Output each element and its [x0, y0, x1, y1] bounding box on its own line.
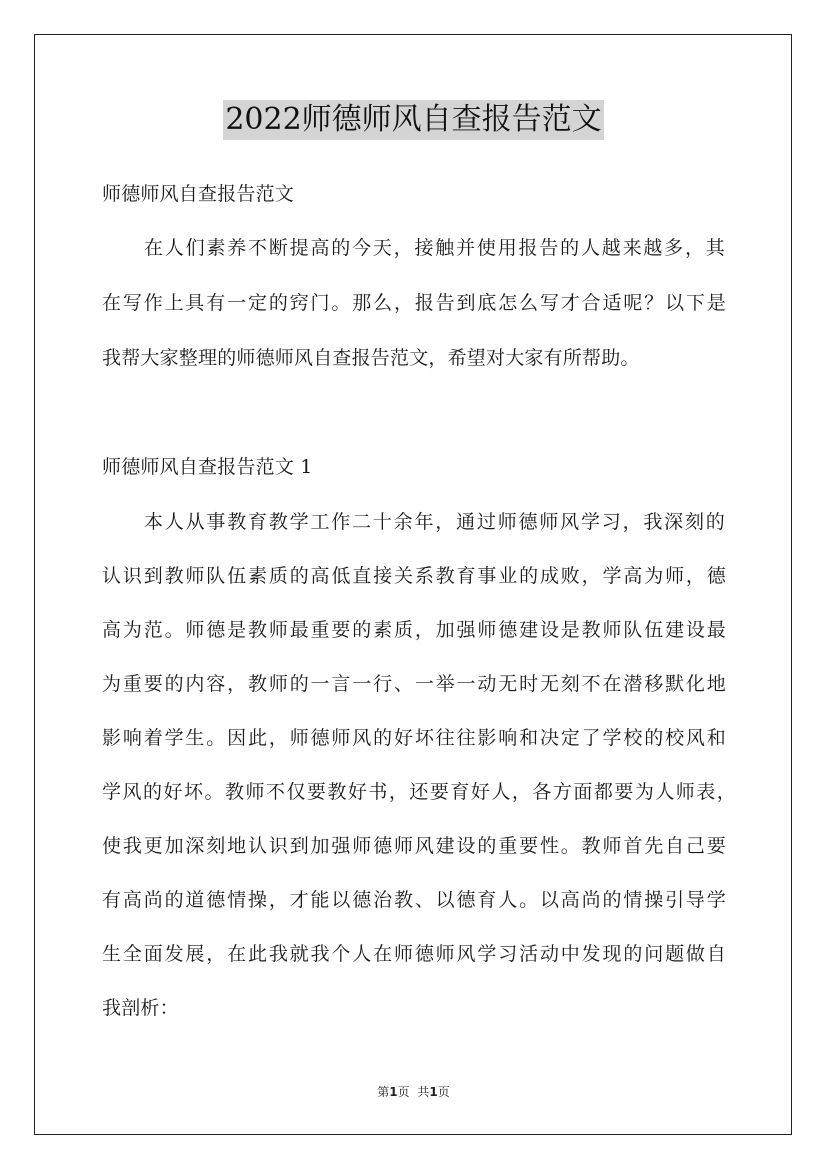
footer-page-number: 1	[389, 1085, 398, 1099]
body-line-10: 我剖析：	[102, 997, 179, 1019]
body-line-2: 认识到教师队伍素质的高低直接关系教育事业的成败，学高为师，德	[102, 565, 726, 587]
body-line-1: 本人从事教育教学工作二十余年，通过师德师风学习，我深刻的	[144, 511, 725, 533]
body-line-8: 有高尚的道德情操，才能以德治教、以德育人。以高尚的情操引导学	[102, 889, 726, 911]
body-line-3: 高为范。师德是教师最重要的素质，加强师德建设是教师队伍建设最	[102, 619, 726, 641]
title-container	[0, 100, 827, 140]
footer-total-suffix: 页	[437, 1085, 450, 1099]
body-line-4: 为重要的内容，教师的一言一行、一举一动无时无刻不在潜移默化地	[102, 673, 726, 695]
footer-page-suffix: 页	[397, 1085, 410, 1099]
page-footer	[0, 1083, 827, 1100]
document-subtitle: 师德师风自查报告范文	[102, 183, 295, 205]
intro-line-1: 在人们素养不断提高的今天，接触并使用报告的人越来越多，其	[144, 237, 725, 259]
footer-prefix: 第	[377, 1085, 390, 1099]
document-title: 2022师德师风自查报告范文	[223, 100, 603, 140]
section-heading: 师德师风自查报告范文 1	[102, 456, 313, 478]
footer-total-pages: 1	[429, 1085, 438, 1099]
body-line-5: 影响着学生。因此，师德师风的好坏往往影响和决定了学校的校风和	[102, 727, 726, 749]
body-line-9: 生全面发展，在此我就我个人在师德师风学习活动中发现的问题做自	[102, 943, 726, 965]
body-line-7: 使我更加深刻地认识到加强师德师风建设的重要性。教师首先自己要	[102, 835, 726, 857]
body-line-6: 学风的好坏。教师不仅要教好书，还要育好人，各方面都要为人师表，	[102, 781, 736, 803]
intro-line-3: 我帮大家整理的师德师风自查报告范文，希望对大家有所帮助。	[102, 347, 640, 369]
intro-line-2: 在写作上具有一定的窍门。那么，报告到底怎么写才合适呢？以下是	[102, 292, 726, 314]
footer-total-prefix: 共	[417, 1085, 430, 1099]
